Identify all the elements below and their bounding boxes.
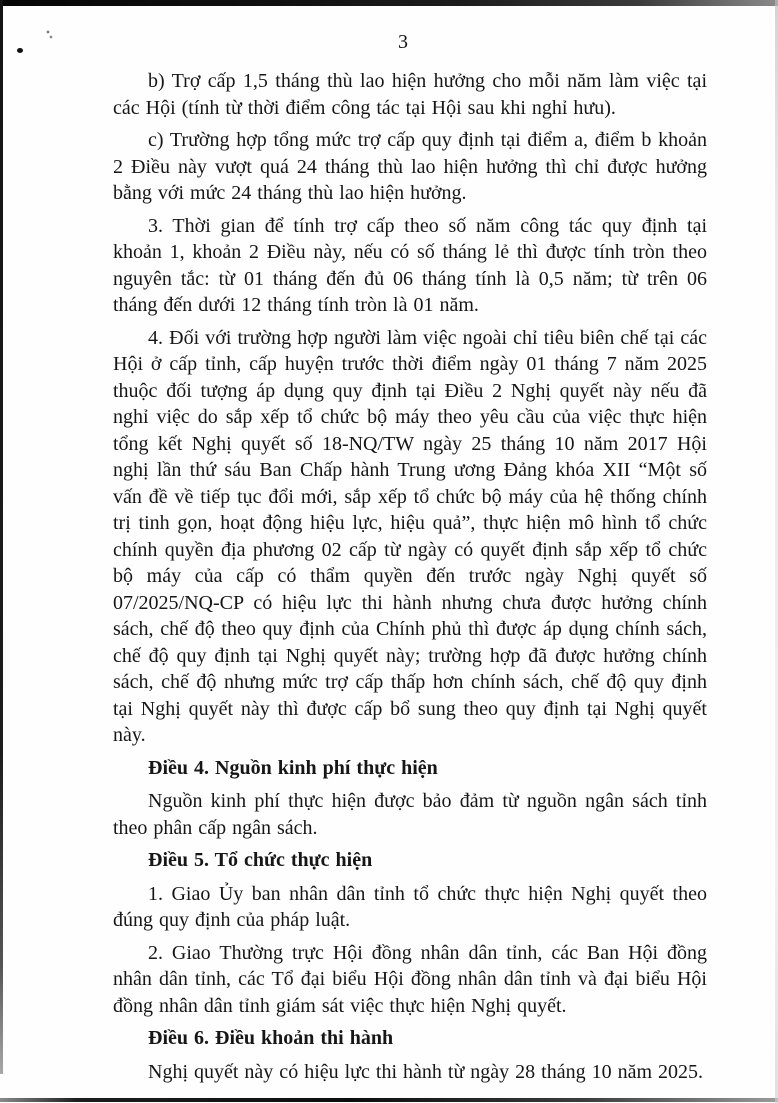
- page-number: 3: [398, 31, 408, 53]
- paragraph-article-6-body: Nghị quyết này có hiệu lực thi hành từ ngày 28 tháng 10 năm 2025.: [148, 1060, 704, 1083]
- article-4-heading: Điều 4. Nguồn kinh phí thực hiện: [148, 756, 438, 779]
- paragraph-article-5-item-1: 1. Giao Ủy ban nhân dân tỉnh tổ chức thực hiện Nghị quyết theo đúng quy định của pháp luật.: [113, 882, 707, 931]
- paragraph-article-5-item-2: 2. Giao Thường trực Hội đồng nhân dân tỉnh, các Ban Hội đồng nhân dân tỉnh, các Tổ đại biểu Hội đồng nhân dân tỉnh và đại biểu Hội đồng nhân dân tỉnh giám sát việc thực hiện Nghị quyết.: [113, 941, 707, 1017]
- paragraph-article-4-body: Nguồn kinh phí thực hiện được bảo đảm từ nguồn ngân sách tỉnh theo phân cấp ngân sách.: [113, 790, 707, 839]
- scan-artifact-bottom-bar: [0, 1098, 778, 1102]
- document-body: [113, 68, 707, 1091]
- scan-artifact-top-bar: [0, 0, 778, 6]
- paragraph-clause-4: 4. Đối với trường hợp người làm việc ngoài chỉ tiêu biên chế tại các Hội ở cấp tỉnh, cấp huyện trước thời điểm ngày 01 tháng 7 năm 2025 thuộc đối tượng áp dụng quy định tại Điều 2 Nghị quyết này nếu đã nghỉ việc do sắp xếp tổ chức bộ máy theo yêu cầu của việc thực hiện tổng kết Nghị quyết số 18-NQ/TW ngày 25 tháng 10 năm 2017 Hội nghị lần thứ sáu Ban Chấp hành Trung ương Đảng khóa XII “Một số vấn đề về tiếp tục đổi mới, sắp xếp tổ chức bộ máy của hệ thống chính trị tinh gọn, hoạt động hiệu lực, hiệu quả”, thực hiện mô hình tổ chức chính quyền địa phương 02 cấp từ ngày có quyết định sắp xếp tổ chức bộ máy của cấp có thẩm quyền đến trước ngày Nghị quyết số 07/2025/NQ-CP có hiệu lực thi hành nhưng chưa được hưởng chính sách, chế độ theo quy định của Chính phủ thì được áp dụng chính sách, chế độ quy định tại Nghị quyết này; trường hợp đã được hưởng chính sách, chế độ nhưng mức trợ cấp thấp hơn chính sách, chế độ quy định tại Nghị quyết này thì được cấp bổ sung theo quy định tại Nghị quyết này.: [113, 326, 707, 746]
- paragraph-point-c: c) Trường hợp tổng mức trợ cấp quy định tại điểm a, điểm b khoản 2 Điều này vượt quá 24 tháng thù lao hiện hưởng thì chỉ được hưởng bằng với mức 24 tháng thù lao hiện hưởng.: [113, 129, 707, 204]
- paragraph-point-b: b) Trợ cấp 1,5 tháng thù lao hiện hưởng cho mỗi năm làm việc tại các Hội (tính từ thời điểm công tác tại Hội sau khi nghỉ hưu).: [113, 70, 707, 119]
- article-6-heading: Điều 6. Điều khoản thi hành: [148, 1027, 394, 1049]
- scan-artifact-ink-dot: [17, 48, 23, 53]
- paragraph-clause-3: 3. Thời gian để tính trợ cấp theo số năm công tác quy định tại khoản 1, khoản 2 Điều này, nếu có số tháng lẻ thì được tính tròn theo nguyên tắc: từ 01 tháng đến đủ 06 tháng tính là 0,5 năm; từ trên 06 tháng đến dưới 12 tháng tính tròn là 01 năm.: [113, 214, 707, 316]
- scan-artifact-left-line: [0, 0, 3, 1074]
- article-5-heading: Điều 5. Tổ chức thực hiện: [148, 849, 373, 871]
- scan-artifact-speck: [45, 30, 54, 40]
